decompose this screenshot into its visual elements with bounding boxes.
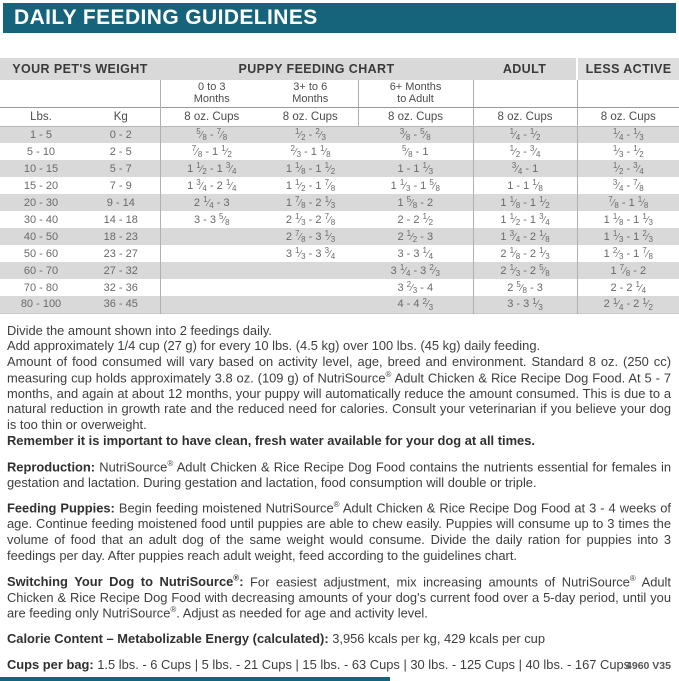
feeding-table-row xyxy=(0,160,679,177)
age-column-header: 0 to 3 Months xyxy=(160,80,263,107)
feeding-guidelines-table xyxy=(0,58,679,314)
adult-cups-cell: 2 $^1⁄_8 - 2$ $^1⁄_3$ xyxy=(473,245,577,262)
adult-cups-cell: 1 $^1⁄_8 - 1$ $^1⁄_2$ xyxy=(473,194,577,211)
puppy-3-6-cell xyxy=(263,296,358,313)
notes-section xyxy=(7,323,671,673)
puppy-0-3-cell: $^7⁄_8 - 1$ $^1⁄_2$ xyxy=(160,143,263,160)
age-header-spacer xyxy=(473,80,577,107)
feeding-table-row xyxy=(0,126,679,143)
puppy-6-adult-cell: 1 - 1 $^1⁄_3$ xyxy=(358,160,473,177)
puppy-0-3-cell xyxy=(160,262,263,279)
weight-kg-cell: 18 - 23 xyxy=(82,228,160,245)
feeding-table-row xyxy=(0,194,679,211)
puppy-6-adult-cell: 1 $^1⁄_3 - 1$ $^5⁄_8$ xyxy=(390,178,440,193)
feeding-table-row xyxy=(0,143,679,160)
adult-cups-cell: $^1⁄_2$ - $^3⁄_4$ xyxy=(473,143,577,160)
adult-cups-cell: 2 $^1⁄_3 - 2$ $^5⁄_8$ xyxy=(473,262,577,279)
adult-cups-cell: 1 - 1 $^1⁄_8$ xyxy=(473,177,577,194)
age-header-spacer xyxy=(0,80,82,107)
adult-cups-cell: 3 - 3 $^1⁄_3$ xyxy=(473,296,577,313)
puppy-0-3-cell xyxy=(160,279,263,296)
weight-lbs-cell: 5 - 10 xyxy=(26,145,56,158)
less-active-cups-cell: 2 $^1⁄_4 - 2$ $^1⁄_2$ xyxy=(577,296,679,313)
note-paragraph: Calorie Content – Metabolizable Energy (calculated): 3,956 kcals per kg, 429 kcals per cup xyxy=(7,631,546,647)
note-paragraph: Feeding Puppies: Begin feeding moistened NutriSource® Adult Chicken & Rice Recipe Dog Food at 3 - 4 weeks of age. Continue feeding moistened food until puppies are able to chew easily. Puppies will consume up to 3 times the volume of food that an adult dog of the same weight would consume. Divide the daily ration for puppies into 3 feedings per day. After puppies reach adult weight, feed according to the guidelines chart. xyxy=(7,500,672,563)
puppy-6-adult-cell: 1 $^5⁄_8 - 2$ xyxy=(358,194,473,211)
weight-lbs-cell: 20 - 30 xyxy=(0,194,82,211)
weight-lbs-cell: 50 - 60 xyxy=(23,247,59,260)
puppy-3-6-cell: $^1⁄_2$ - $^2⁄_3$ xyxy=(263,126,358,143)
feeding-table-row xyxy=(0,245,679,262)
note-lead: Calorie Content – Metabolizable Energy (calculated): xyxy=(7,631,329,647)
age-header-spacer xyxy=(577,80,679,107)
note-lead: Feeding Puppies: xyxy=(7,500,115,516)
less-active-cups-cell: $^1⁄_4$ - $^1⁄_3$ xyxy=(577,126,679,143)
less-active-cups-cell: 2 - 2 $^1⁄_4$ xyxy=(577,279,679,296)
weight-kg-cell: 14 - 18 xyxy=(103,213,138,226)
weight-lbs-cell: 60 - 70 xyxy=(0,262,82,279)
less-active-cups-cell: 1 $^7⁄_8 - 2$ xyxy=(577,262,679,279)
age-column-header: 3+ to 6 Months xyxy=(292,80,329,106)
weight-kg-cell: 36 - 45 xyxy=(82,296,160,313)
unit-header: 8 oz. Cups xyxy=(473,107,577,126)
unit-header: 8 oz. Cups xyxy=(577,107,679,126)
less-active-cups-cell: 1 $^1⁄_3 - 1$ $^2⁄_3$ xyxy=(577,228,679,245)
puppy-6-adult-cell: 4 - 4 $^2⁄_3$ xyxy=(358,296,473,313)
note-line: Add approximately 1/4 cup (27 g) for every 10 lbs. (4.5 kg) over 100 lbs. (45 kg) daily feeding. xyxy=(7,338,541,354)
note-bold-line: Remember it is important to have clean, fresh water available for your dog at all times. xyxy=(7,432,535,448)
feeding-table-row xyxy=(0,228,679,245)
section-less-active-header: LESS ACTIVE xyxy=(577,58,679,80)
title-bar xyxy=(3,3,676,33)
adult-cups-cell: 1 $^1⁄_2 - 1$ $^3⁄_4$ xyxy=(473,211,577,228)
note-line: Amount of food consumed will vary based on activity level, age, breed and environment. Standard 8 oz. (250 cc) measuring cup holds approximately 3.8 oz. (109 g) of NutriSource® Adult Chicken & Rice Recipe Dog Food. At 5 - 7 months, and again at about 12 months, your puppy will automatically reduce the amount consumed. This is due to a natural reduction in growth rate and the reduced need for calories. Consult your veterinarian if you believe your dog is too thin or overweight. xyxy=(7,353,672,433)
puppy-6-adult-cell: 2 - 2 $^1⁄_2$ xyxy=(397,212,434,227)
puppy-0-3-cell: 1 $^1⁄_2 - 1$ $^3⁄_4$ xyxy=(160,160,263,177)
unit-header: 8 oz. Cups xyxy=(160,107,263,126)
note-lead: Cups per bag: xyxy=(7,657,94,673)
puppy-6-adult-cell: 3 - 3 $^1⁄_4$ xyxy=(397,246,434,261)
note-lead: Switching Your Dog to NutriSource®: xyxy=(7,573,244,589)
section-weight-header: YOUR PET'S WEIGHT xyxy=(0,58,160,80)
puppy-0-3-cell xyxy=(160,296,263,313)
adult-cups-cell: 2 $^5⁄_8 - 3$ xyxy=(473,279,577,296)
note-paragraph xyxy=(7,323,671,449)
feeding-table-row xyxy=(0,211,679,228)
weight-lbs-cell: 1 - 5 xyxy=(0,126,82,143)
less-active-cups-cell: 1 $^2⁄_3 - 1$ $^7⁄_8$ xyxy=(577,245,679,262)
puppy-3-6-cell: 1 $^1⁄_2 - 1$ $^7⁄_8$ xyxy=(285,178,336,193)
puppy-3-6-cell: 1 $^1⁄_8 - 1$ $^1⁄_2$ xyxy=(263,160,358,177)
note-paragraph: Reproduction: NutriSource® Adult Chicken & Rice Recipe Dog Food contains the nutrients essential for females in gestation and lactation. During gestation and lactation, food consumption will double or triple. xyxy=(7,458,671,490)
puppy-0-3-cell: 3 - 3 $^5⁄_8$ xyxy=(160,211,263,228)
puppy-3-6-cell: $^2⁄_3 - 1$ $^1⁄_8$ xyxy=(290,144,331,159)
note-paragraph: Switching Your Dog to NutriSource®: For easiest adjustment, mix increasing amounts of NutriSource® Adult Chicken & Rice Recipe Dog Food with decreasing amounts of your dog's current food over a 5-day period, until you are feeding only NutriSource®. Adjust as needed for age and activity level. xyxy=(7,573,671,621)
feeding-table-row xyxy=(0,262,679,279)
feeding-table-row xyxy=(0,177,679,194)
puppy-3-6-cell xyxy=(263,279,358,296)
weight-lbs-cell: 80 - 100 xyxy=(0,296,82,313)
puppy-3-6-cell xyxy=(263,262,358,279)
weight-kg-cell: 5 - 7 xyxy=(82,160,160,177)
unit-header: 8 oz. Cups xyxy=(263,107,358,126)
puppy-3-6-cell: 2 $^1⁄_3 - 2$ $^7⁄_8$ xyxy=(285,212,336,227)
note-paragraph: Cups per bag: 1.5 lbs. - 6 Cups | 5 lbs. - 21 Cups | 15 lbs. - 63 Cups | 30 lbs. - 125 Cups | 40 lbs. - 167 Cups xyxy=(7,657,631,673)
section-adult-header: ADULT xyxy=(473,58,577,80)
unit-header: Lbs. xyxy=(0,107,82,126)
puppy-3-6-cell: 2 $^7⁄_8 - 3$ $^1⁄_3$ xyxy=(263,228,358,245)
feeding-table-body xyxy=(0,126,679,313)
puppy-0-3-cell xyxy=(160,245,263,262)
weight-lbs-cell: 40 - 50 xyxy=(0,228,82,245)
weight-kg-cell: 32 - 36 xyxy=(103,281,138,294)
feeding-table-row xyxy=(0,296,679,313)
page-title: DAILY FEEDING GUIDELINES xyxy=(14,6,318,29)
section-header-row xyxy=(0,58,679,80)
unit-header: 8 oz. Cups xyxy=(358,107,473,126)
weight-kg-cell: 27 - 32 xyxy=(82,262,160,279)
weight-kg-cell: 7 - 9 xyxy=(109,179,132,192)
less-active-cups-cell: $^1⁄_2$ - $^3⁄_4$ xyxy=(577,160,679,177)
puppy-6-adult-cell: $^5⁄_8 - 1$ xyxy=(402,144,429,159)
puppy-3-6-cell: 3 $^1⁄_3 - 3$ $^3⁄_4$ xyxy=(285,246,336,261)
weight-kg-cell: 9 - 14 xyxy=(82,194,160,211)
weight-lbs-cell: 70 - 80 xyxy=(23,281,59,294)
note-line: Divide the amount shown into 2 feedings daily. xyxy=(7,322,272,338)
weight-kg-cell: 0 - 2 xyxy=(82,126,160,143)
weight-lbs-cell: 15 - 20 xyxy=(23,179,59,192)
note-lead: Reproduction: xyxy=(7,458,96,474)
weight-lbs-cell: 30 - 40 xyxy=(23,213,59,226)
adult-cups-cell: $^1⁄_4$ - $^1⁄_2$ xyxy=(473,126,577,143)
unit-header: Kg xyxy=(82,107,160,126)
weight-kg-cell: 2 - 5 xyxy=(109,145,132,158)
puppy-0-3-cell: 2 $^1⁄_4 - 3$ xyxy=(160,194,263,211)
puppy-6-adult-cell: 2 $^1⁄_2 - 3$ xyxy=(358,228,473,245)
feeding-table-head xyxy=(0,58,679,126)
feeding-table-row xyxy=(0,279,679,296)
adult-cups-cell: $^3⁄_4 - 1$ xyxy=(473,160,577,177)
footer-code: 4960 V35 xyxy=(626,660,671,672)
weight-lbs-cell: 10 - 15 xyxy=(0,160,82,177)
puppy-0-3-cell: $^5⁄_8$ - $^7⁄_8$ xyxy=(160,126,263,143)
age-header-spacer xyxy=(82,80,160,107)
puppy-6-adult-cell: 3 $^2⁄_3 - 4$ xyxy=(397,280,434,295)
less-active-cups-cell: $^7⁄_8 - 1$ $^1⁄_8$ xyxy=(577,194,679,211)
age-header-row xyxy=(0,80,679,107)
less-active-cups-cell: $^1⁄_3$ - $^1⁄_2$ xyxy=(577,143,679,160)
puppy-6-adult-cell: $^3⁄_8$ - $^5⁄_8$ xyxy=(358,126,473,143)
weight-kg-cell: 23 - 27 xyxy=(103,247,138,260)
section-puppy-header: PUPPY FEEDING CHART xyxy=(160,58,473,80)
less-active-cups-cell: $^3⁄_4$ - $^7⁄_8$ xyxy=(577,177,679,194)
unit-header-row xyxy=(0,107,679,126)
puppy-0-3-cell xyxy=(160,228,263,245)
age-column-header: 6+ Months to Adult xyxy=(358,80,473,107)
puppy-3-6-cell: 1 $^7⁄_8 - 2$ $^1⁄_3$ xyxy=(263,194,358,211)
puppy-0-3-cell: 1 $^3⁄_4 - 2$ $^1⁄_4$ xyxy=(160,177,263,194)
adult-cups-cell: 1 $^3⁄_4 - 2$ $^1⁄_8$ xyxy=(473,228,577,245)
less-active-cups-cell: 1 $^1⁄_8 - 1$ $^1⁄_3$ xyxy=(577,211,679,228)
puppy-6-adult-cell: 3 $^1⁄_4 - 3$ $^2⁄_3$ xyxy=(358,262,473,279)
